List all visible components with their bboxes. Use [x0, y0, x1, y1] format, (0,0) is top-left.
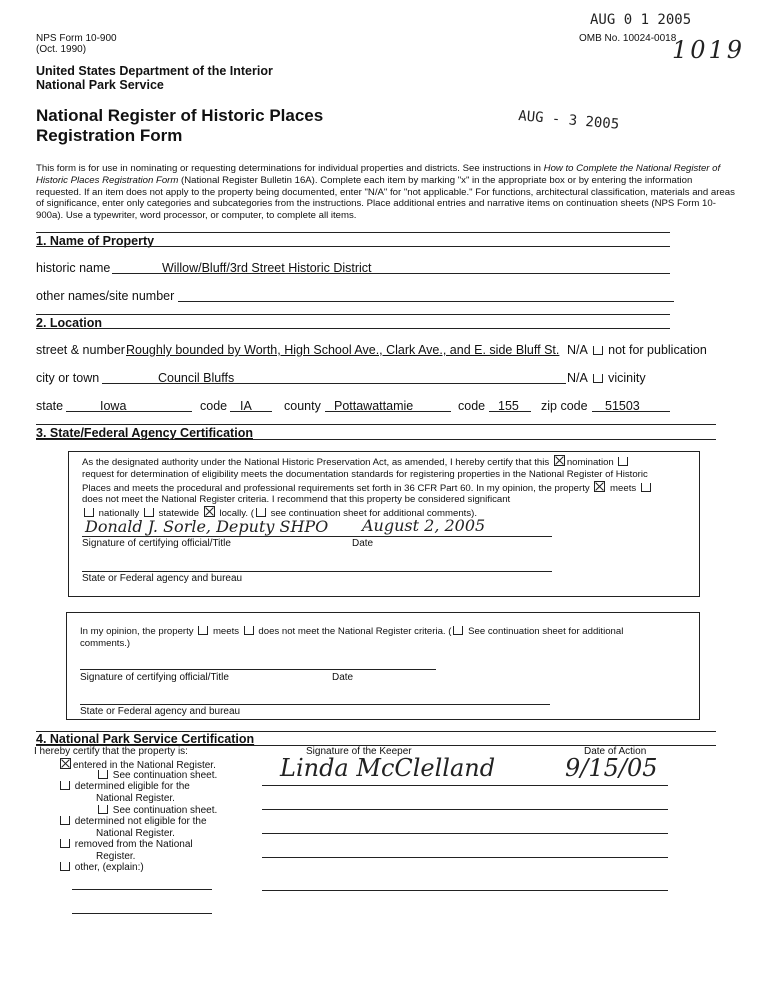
zip-value[interactable]: 51503: [605, 399, 640, 413]
certify-text: I hereby certify that the property is:: [34, 746, 188, 757]
agency-label: State or Federal agency and bureau: [82, 573, 243, 584]
form-number: NPS Form 10-900: [36, 33, 117, 44]
determined-eligible-option[interactable]: determined eligible for the: [58, 781, 190, 793]
form-date: (Oct. 1990): [36, 44, 87, 55]
received-stamp-2: AUG - 3 2005: [517, 108, 620, 133]
certifying-signature: Donald J. Sorle, Deputy SHPO: [85, 517, 329, 536]
state-label: state: [36, 399, 64, 413]
signature2-label: Signature of certifying official/Title: [80, 672, 229, 683]
dept-line1: United States Department of the Interior: [36, 64, 273, 78]
handwritten-number: 1019: [672, 36, 746, 64]
section3-heading: 3. State/Federal Agency Certification: [36, 426, 253, 440]
street-label: street & number: [36, 343, 125, 357]
county-code-label: code: [458, 399, 486, 413]
street-value[interactable]: Roughly bounded by Worth, High School Ave., Clark Ave., and E. side Bluff St.: [126, 343, 560, 357]
date-label: Date: [352, 538, 374, 549]
zip-label: zip code: [541, 399, 588, 413]
removed-option[interactable]: removed from the National: [58, 839, 193, 851]
certifying-date: August 2, 2005: [362, 516, 486, 535]
form-title-line1: National Register of Historic Places: [36, 106, 324, 125]
date2-label: Date: [332, 672, 354, 683]
determined-eligible-line2: National Register.: [96, 793, 175, 804]
county-value[interactable]: Pottawattamie: [334, 399, 414, 413]
city-value[interactable]: Council Bluffs: [158, 371, 235, 385]
action-date-value: 9/15/05: [565, 754, 658, 782]
state-certification-text: As the designated authority under the National Historic Preservation Act, as amended, I hereby certify that this nomination request for determination of eligibility meets the documentation standards for registering properties in the National Register of Historic Places and meets the procedural and professional requirements set forth in 36 CFR Part 60. In my opinion, the property meets does not meet the National Register criteria. I recommend that this property be considered significant nationally statewide locally. ( see continuation sheet for additional comments).: [82, 455, 692, 520]
intro-paragraph: This form is for use in nominating or requesting determinations for individual properties and districts. See instructions in How to Complete the National Register of Historic Places Registration Form (National Register Bulletin 16A). Complete each item by marking "x" in the appropriate box or by entering the information requested. If an item does not apply to the property being documented, enter "N/A" for "not applicable." For functions, architectural classification, materials and areas of significance, enter only categories and subcategories from the instructions. Place additional entries and narrative items on continuation sheets (NPS Form 10-900a). Use a typewriter, word processor, or computer, to complete all items.: [36, 163, 735, 222]
section4-heading: 4. National Park Service Certification: [36, 732, 255, 746]
county-label: county: [284, 399, 321, 413]
keeper-signature: Linda McClelland: [280, 754, 496, 782]
vicinity[interactable]: N/A vicinity: [567, 371, 646, 385]
city-label: city or town: [36, 371, 100, 385]
removed-line2: Register.: [96, 851, 136, 862]
not-for-publication[interactable]: N/A not for publication: [567, 343, 707, 357]
state-code-label: code: [200, 399, 228, 413]
see-cont-option-2[interactable]: See continuation sheet.: [96, 805, 217, 817]
entered-option[interactable]: entered in the National Register.: [58, 758, 216, 772]
omb-number: OMB No. 10024-0018: [579, 33, 677, 44]
form-title-line2: Registration Form: [36, 126, 183, 145]
other-option[interactable]: other, (explain:): [58, 862, 144, 874]
agency2-label: State or Federal agency and bureau: [80, 706, 241, 717]
signature-label: Signature of certifying official/Title: [82, 538, 231, 549]
other-names-label: other names/site number: [36, 289, 175, 303]
not-eligible-line2: National Register.: [96, 828, 175, 839]
state-code-value[interactable]: IA: [240, 399, 252, 413]
received-stamp: AUG 0 1 2005: [590, 12, 692, 28]
state-value[interactable]: Iowa: [100, 399, 127, 413]
dept-line2: National Park Service: [36, 78, 164, 92]
keeper-label: Signature of the Keeper: [306, 746, 412, 757]
opinion-text: In my opinion, the property meets does not meet the National Register criteria. ( See continuation sheet for additional comments.): [80, 626, 624, 649]
see-cont-option-1[interactable]: See continuation sheet.: [96, 770, 217, 782]
historic-name-value[interactable]: Willow/Bluff/3rd Street Historic District: [162, 261, 372, 275]
section2-heading: 2. Location: [36, 316, 102, 330]
historic-name-label: historic name: [36, 261, 111, 275]
action-date-label: Date of Action: [584, 746, 647, 757]
section1-heading: 1. Name of Property: [36, 234, 155, 248]
not-eligible-option[interactable]: determined not eligible for the: [58, 816, 207, 828]
county-code-value[interactable]: 155: [498, 399, 519, 413]
